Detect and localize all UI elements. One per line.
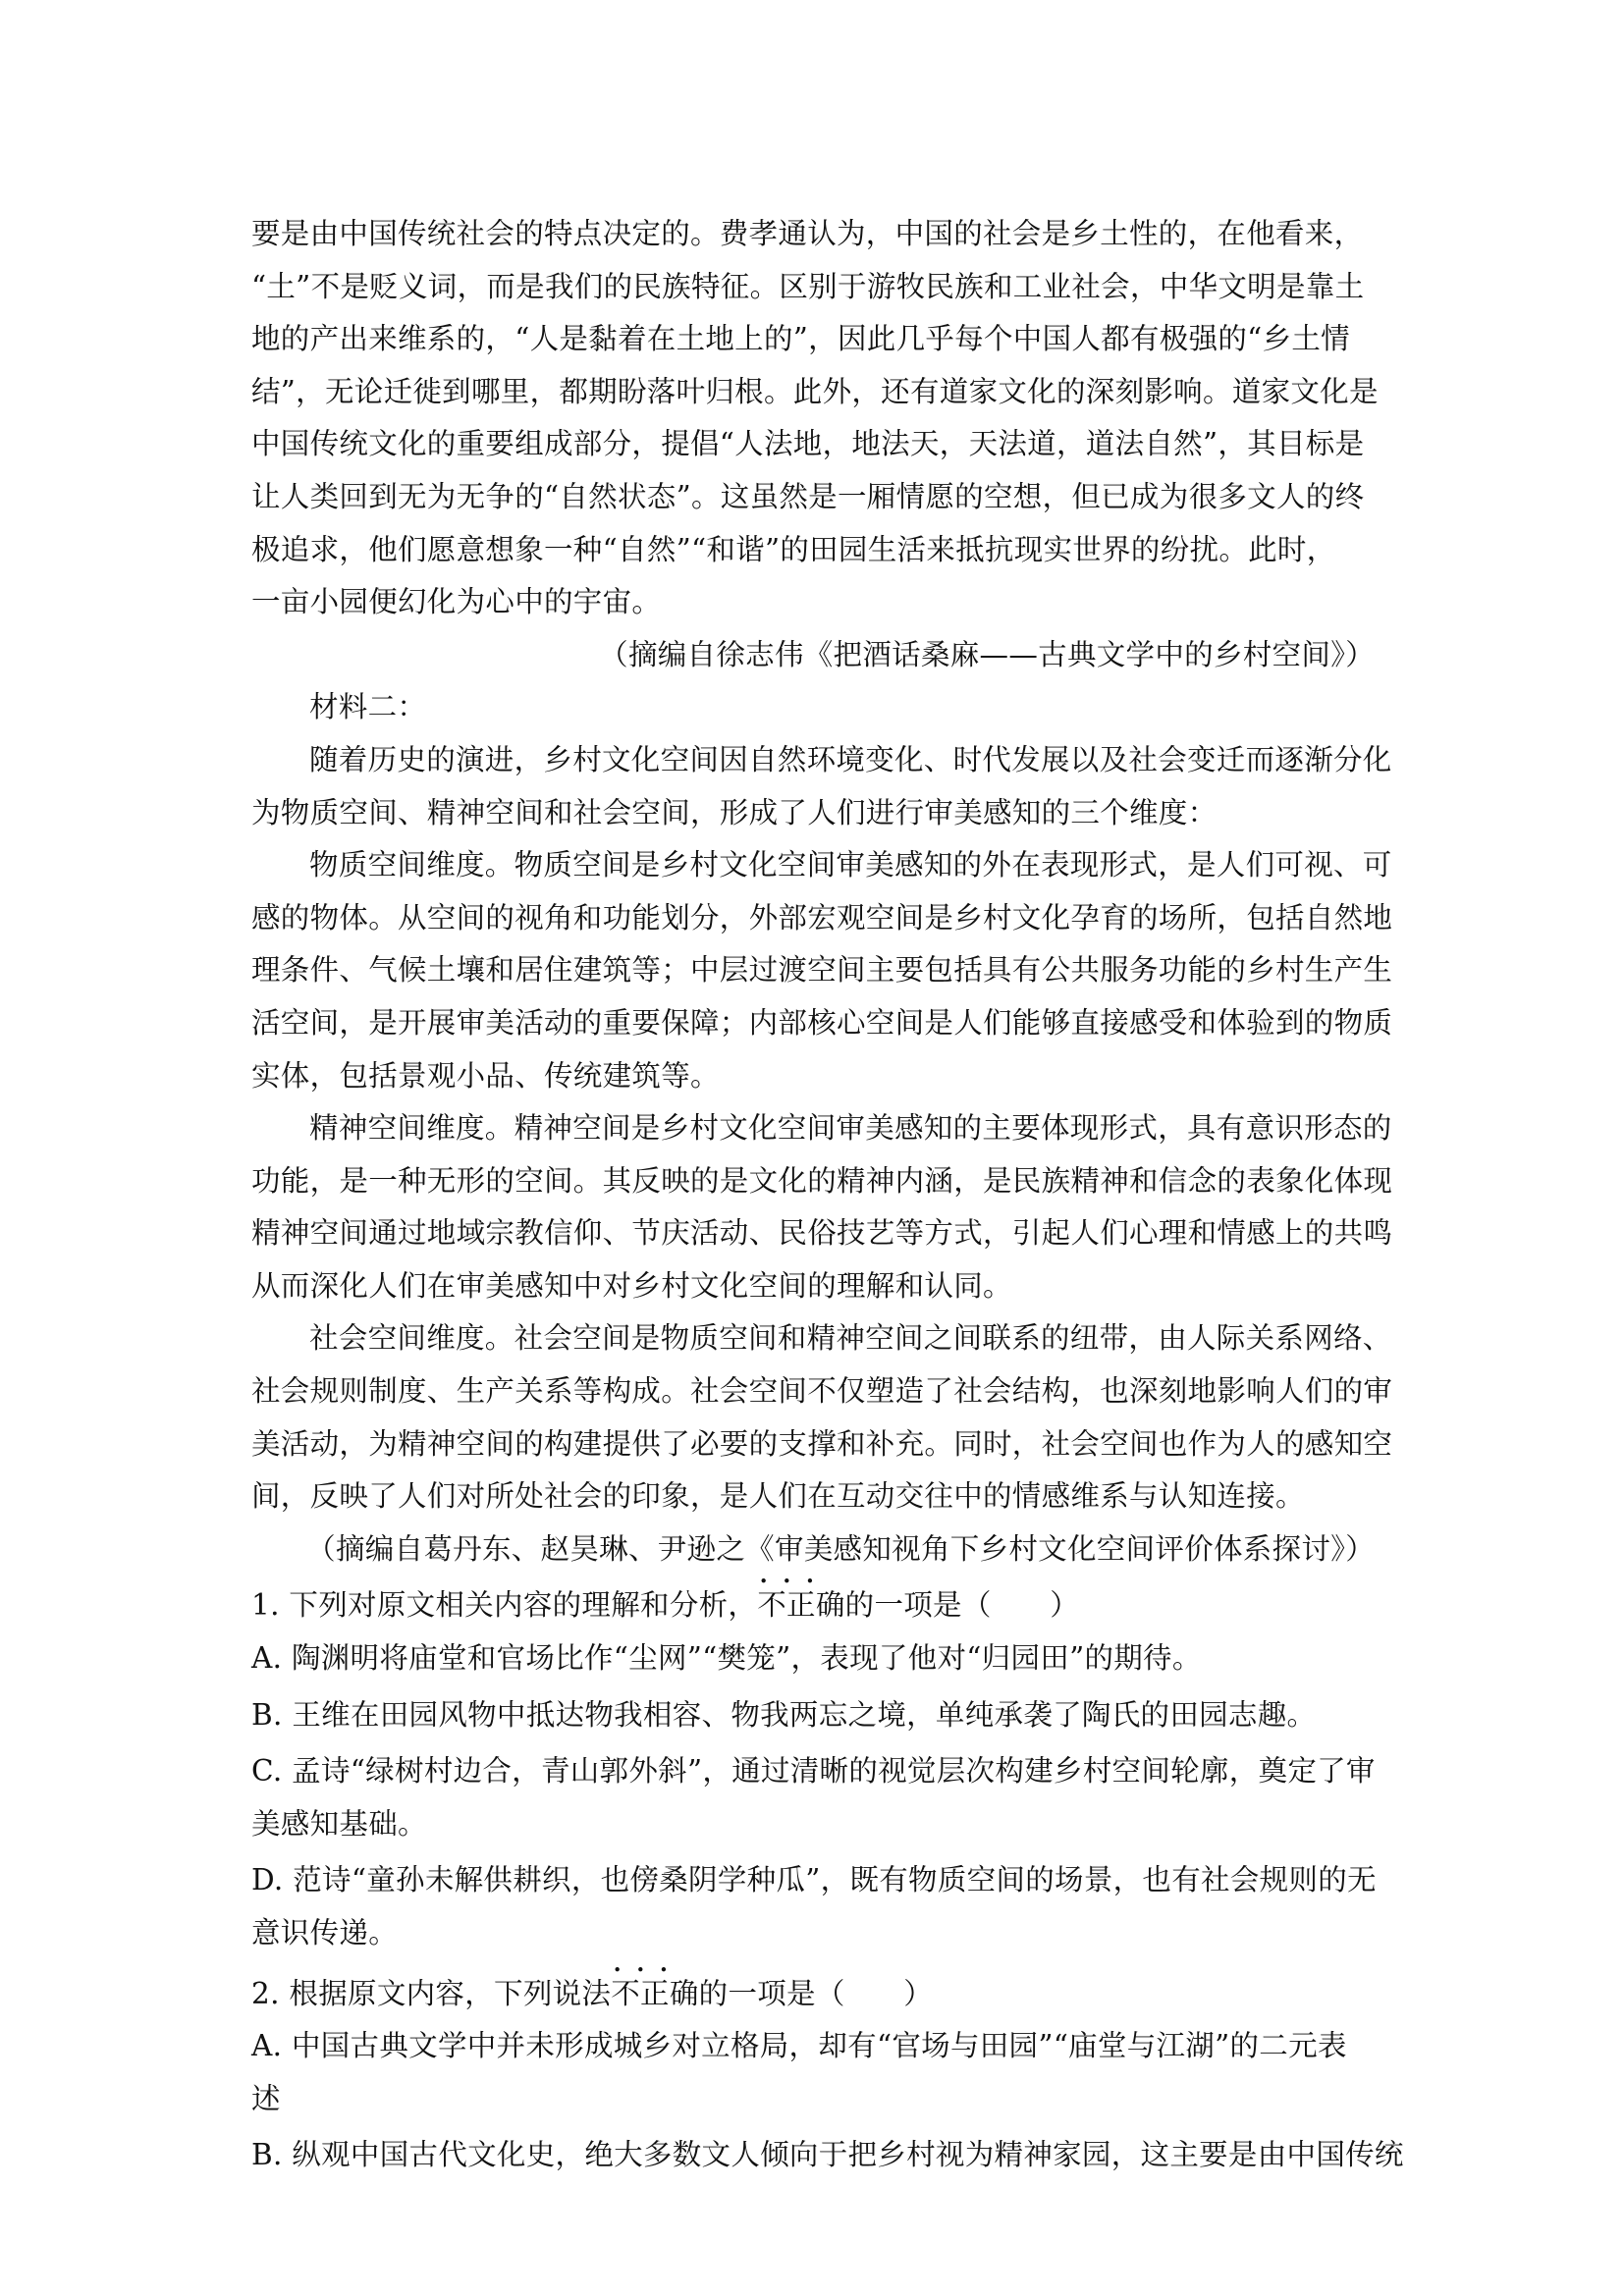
paragraph-line: 感的物体。从空间的视角和功能划分，外部宏观空间是乡村文化孕育的场所，包括自然地 xyxy=(251,900,1393,934)
paragraph-line: 物质空间维度。物质空间是乡村文化空间审美感知的外在表现形式，是人们可视、可 xyxy=(309,848,1392,882)
answer-option xyxy=(251,1689,1375,1742)
question-one-stem: 1. 下列对原文相关内容的理解和分析，• • • 不正确的一项是（ ） xyxy=(251,1579,1375,1632)
answer-option-line: 美感知基础。 xyxy=(251,1806,427,1841)
material-two-spiritual-space xyxy=(251,1102,1393,1312)
answer-option xyxy=(251,2020,1375,2125)
paragraph-line: 社会空间维度。社会空间是物质空间和精神空间之间联系的纽带，由人际关系网络、 xyxy=(309,1321,1392,1356)
material-two-intro xyxy=(251,734,1392,839)
answer-option xyxy=(251,1745,1375,1850)
material-two-social-space xyxy=(251,1312,1393,1522)
answer-option-line: B. 纵观中国古代文化史，绝大多数文人倾向于把乡村视为精神家园，这主要是由中国传统 xyxy=(251,2138,1404,2172)
emphasis-not-correct: • • • 不正确 xyxy=(757,1579,844,1632)
paragraph-line: 理条件、气候土壤和居住建筑等；中层过渡空间主要包括具有公共服务功能的乡村生产生 xyxy=(251,953,1393,988)
material-two-title: 材料二： xyxy=(309,690,427,724)
paragraph-line: 随着历史的演进，乡村文化空间因自然环境变化、时代发展以及社会变迁而逐渐分化 xyxy=(309,742,1392,776)
paragraph-line: 活空间，是开展审美活动的重要保障；内部核心空间是人们能够直接感受和体验到的物质 xyxy=(251,1005,1393,1040)
paragraph-line: “土”不是贬义词，而是我们的民族特征。区别于游牧民族和工业社会，中华文明是靠土 xyxy=(251,269,1365,303)
paragraph-line: 地的产出来维系的，“人是黏着在土地上的”，因此几乎每个中国人都有极强的“乡土情 xyxy=(251,322,1350,356)
paragraph-line: 精神空间维度。精神空间是乡村文化空间审美感知的主要体现形式，具有意识形态的 xyxy=(309,1111,1392,1146)
source-citation-one: （摘编自徐志伟《把酒话桑麻——古典文学中的乡村空间》） xyxy=(599,637,1375,671)
source-citation-two: （摘编自葛丹东、赵昊琳、尹逊之《审美感知视角下乡村文化空间评价体系探讨》） xyxy=(306,1531,1375,1566)
paragraph-line: 社会规则制度、生产关系等构成。社会空间不仅塑造了社会结构，也深刻地影响人们的审 xyxy=(251,1374,1393,1409)
paragraph-line: 功能，是一种无形的空间。其反映的是文化的精神内涵，是民族精神和信念的表象化体现 xyxy=(251,1163,1393,1198)
paragraph-line: 极追求，他们愿意想象一种“自然”“和谐”的田园生活来抵抗现实世界的纷扰。此时， xyxy=(251,532,1336,566)
answer-option-line: B. 王维在田园风物中抵达物我相容、物我两忘之境，单纯承袭了陶氏的田园志趣。 xyxy=(251,1697,1317,1732)
paragraph-line: 美活动，为精神空间的构建提供了必要的支撑和补充。同时，社会空间也作为人的感知空 xyxy=(251,1426,1393,1461)
paragraph-line: 结”，无论迁徙到哪里，都期盼落叶归根。此外，还有道家文化的深刻影响。道家文化是 xyxy=(251,374,1379,408)
paragraph-line: 中国传统文化的重要组成部分，提倡“人法地，地法天，天法道，道法自然”，其目标是 xyxy=(251,427,1365,461)
answer-option-line: A. 陶渊明将庙堂和官场比作“尘网”“樊笼”，表现了他对“归园田”的期待。 xyxy=(251,1641,1202,1676)
emphasis-not-correct: • • • 不正确 xyxy=(611,1968,698,2021)
paragraph-line: 让人类回到无为无争的“自然状态”。这虽然是一厢情愿的空想，但已成为很多文人的终 xyxy=(251,479,1365,513)
paragraph-line: 实体，包括景观小品、传统建筑等。 xyxy=(251,1058,720,1093)
material-two-physical-space xyxy=(251,839,1393,1102)
answer-option-line: D. 范诗“童孙未解供耕织，也傍桑阴学种瓜”，既有物质空间的场景，也有社会规则的无 xyxy=(251,1863,1377,1897)
paragraph-line: 间，反映了人们对所处社会的印象，是人们在互动交往中的情感维系与认知连接。 xyxy=(251,1479,1305,1514)
paragraph-line: 精神空间通过地域宗教信仰、节庆活动、民俗技艺等方式，引起人们心理和情感上的共鸣 xyxy=(251,1216,1393,1251)
paragraph-line: 为物质空间、精神空间和社会空间，形成了人们进行审美感知的三个维度： xyxy=(251,795,1218,829)
paragraph-line: 从而深化人们在审美感知中对乡村文化空间的理解和认同。 xyxy=(251,1268,1012,1303)
answer-option-line: C. 孟诗“绿树村边合，青山郭外斜”，通过清晰的视觉层次构建乡村空间轮廓，奠定了审 xyxy=(251,1754,1376,1789)
answer-option-line: A. 中国古典文学中并未形成城乡对立格局，却有“官场与田园”“庙堂与江湖”的二元表 xyxy=(251,2029,1347,2063)
question-one-options xyxy=(251,1632,1375,1964)
answer-option xyxy=(251,1854,1375,1959)
paragraph-line: 要是由中国传统社会的特点决定的。费孝通认为，中国的社会是乡土性的，在他看来， xyxy=(251,217,1364,250)
question-two-options xyxy=(251,2020,1404,2186)
answer-option-line: 意识传递。 xyxy=(251,1916,399,1949)
question-two-stem: 2. 根据原文内容，下列说法• • • 不正确的一项是（ ） xyxy=(251,1968,1375,2021)
material-one-tail xyxy=(251,208,1379,629)
paragraph-line: 一亩小园便幻化为心中的宇宙。 xyxy=(251,585,662,619)
answer-option xyxy=(251,2129,1404,2182)
answer-option-line: 述 xyxy=(251,2081,281,2115)
answer-option xyxy=(251,1632,1375,1685)
document-page xyxy=(251,208,1404,2186)
